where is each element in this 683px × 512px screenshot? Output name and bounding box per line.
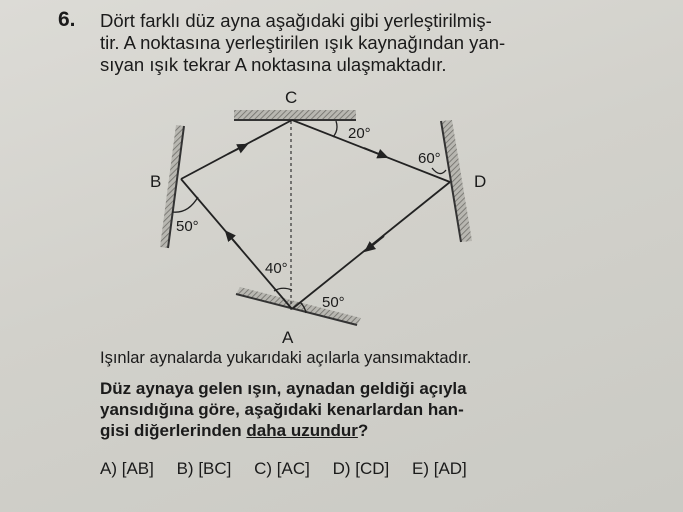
answer-choices (100, 459, 485, 479)
light-rays (181, 120, 450, 309)
question-prompt (100, 378, 467, 441)
choice-d[interactable]: D) [CD] (332, 459, 390, 478)
mirror-c (234, 110, 356, 120)
choice-c[interactable]: C) [AC] (254, 459, 310, 478)
ray-arrows (228, 146, 384, 249)
label-a: A (282, 328, 294, 347)
prompt-underlined: daha uzundur (246, 421, 358, 440)
angle-label-d: 60° (418, 150, 441, 167)
label-c: C (285, 88, 298, 107)
label-d: D (474, 172, 487, 191)
arrow-bc (228, 146, 244, 154)
arc-d (432, 168, 446, 174)
prompt-line-3-end: ? (357, 421, 369, 440)
prompt-line-3-start: gisi diğerlerinden (100, 421, 247, 440)
arc-c (333, 121, 337, 137)
arc-b (172, 197, 198, 212)
prompt-line-2: yansıdığına göre, aşağıdaki kenarlardan han- (100, 400, 464, 419)
choice-e[interactable]: E) [AD] (412, 459, 467, 478)
choice-b[interactable]: B) [BC] (176, 459, 232, 478)
arrow-ab (228, 234, 240, 248)
stem-line-2: tir. A noktasına yerleştirilen ışık kaynağından yan- (100, 32, 506, 53)
statement-text: Işınlar aynalarda yukarıdaki açılarla yansımaktadır. (100, 349, 472, 367)
question-number: 6. (58, 8, 76, 31)
arrow-cd (364, 148, 384, 156)
stem-line-3: sıyan ışık tekrar A noktasına ulaşmaktadır. (100, 54, 447, 75)
angle-label-c: 20° (348, 125, 371, 142)
angle-label-a-right: 50° (322, 294, 345, 311)
choice-a[interactable]: A) [AB] (100, 459, 154, 478)
arrow-da (368, 236, 384, 249)
stem-line-1: Dört farklı düz ayna aşağıdaki gibi yerleştirilmiş- (100, 10, 492, 31)
prompt-line-3 (100, 420, 467, 441)
angle-label-a-left: 40° (265, 260, 288, 277)
angle-label-b: 50° (176, 218, 199, 235)
label-b: B (150, 172, 162, 191)
prompt-line-1: Düz aynaya gelen ışın, aynadan geldiği açıyla (100, 379, 467, 398)
